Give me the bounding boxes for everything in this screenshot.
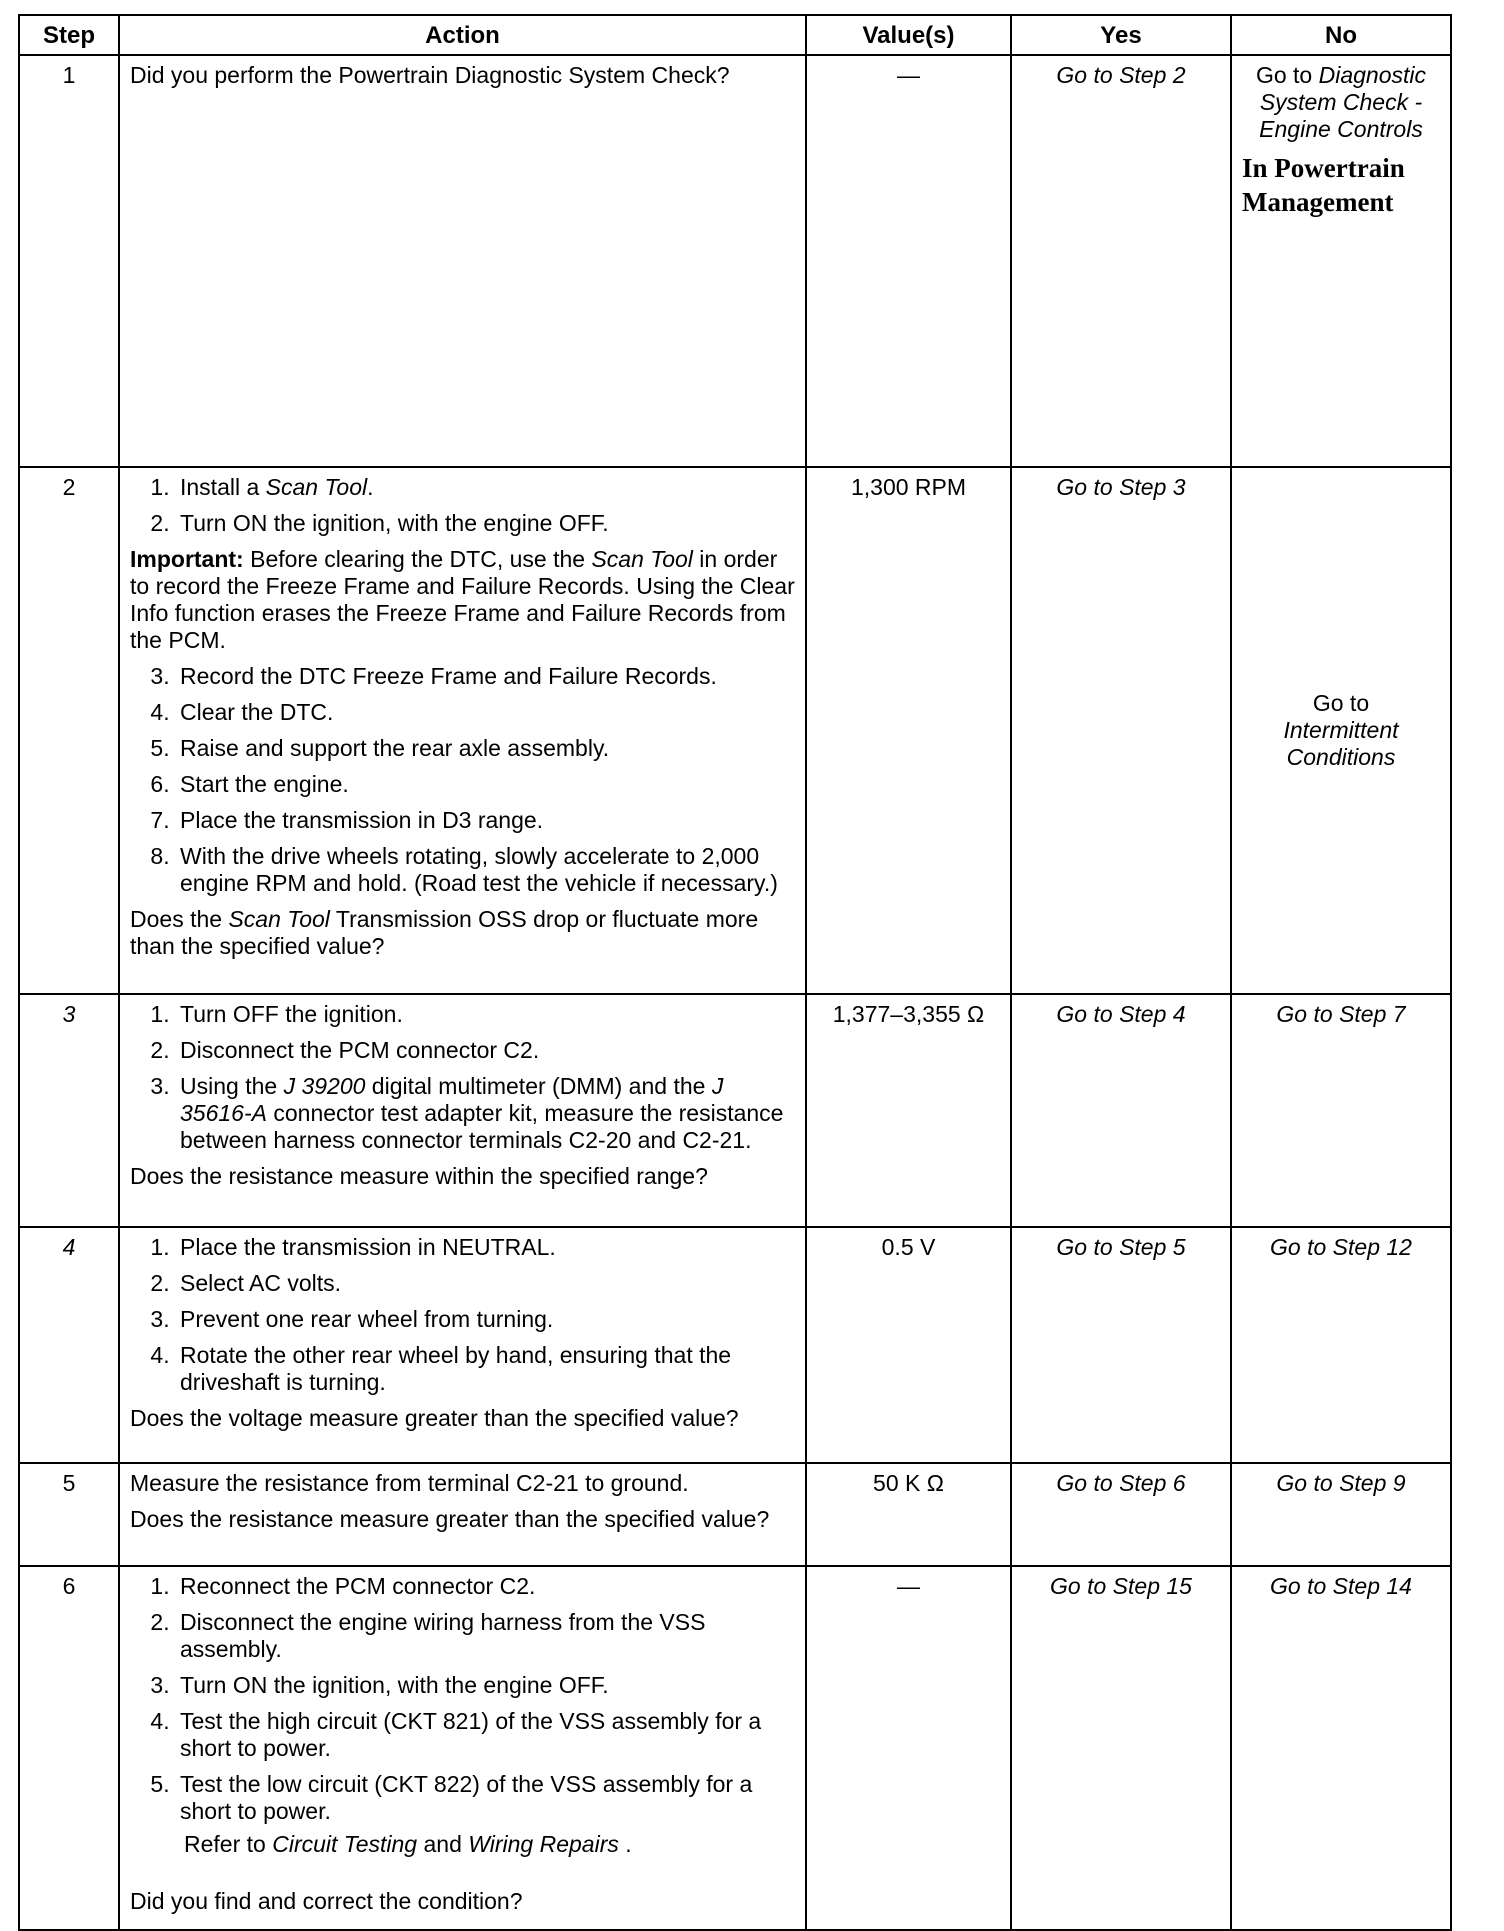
yes-cell bbox=[1011, 1463, 1231, 1566]
no-target: Diagnostic System Check - Engine Controls bbox=[1259, 62, 1427, 142]
action-cell bbox=[119, 1566, 806, 1930]
yes-cell bbox=[1011, 1566, 1231, 1930]
yes-cell bbox=[1011, 467, 1231, 994]
list-item: 3. Using the J 39200 digital multimeter (DMM) and the J 35616-A connector test adapter kit, measure the resistance between harness connector terminals C2-20 and C2-21. bbox=[176, 1073, 795, 1154]
action-cell bbox=[119, 1463, 806, 1566]
step-number: 5 bbox=[19, 1463, 119, 1566]
list-item: 8. With the drive wheels rotating, slowly accelerate to 2,000 engine RPM and hold. (Road test the vehicle if necessary.) bbox=[176, 843, 795, 897]
step-number: 2 bbox=[19, 467, 119, 994]
no-cell bbox=[1231, 1463, 1451, 1566]
list-item: 1. Reconnect the PCM connector C2. bbox=[176, 1573, 795, 1600]
question-text: Does the resistance measure greater than the specified value? bbox=[130, 1506, 770, 1532]
handwritten-note: In Powertrain Management bbox=[1242, 153, 1405, 217]
no-link[interactable] bbox=[1256, 62, 1426, 142]
value-cell: — bbox=[806, 55, 1011, 467]
no-cell bbox=[1231, 994, 1451, 1227]
list-item: 2. Disconnect the engine wiring harness from the VSS assembly. bbox=[176, 1609, 795, 1663]
value-cell: — bbox=[806, 1566, 1011, 1930]
action-list bbox=[130, 1234, 795, 1396]
no-link[interactable] bbox=[1283, 690, 1398, 770]
action-list bbox=[130, 1573, 795, 1858]
yes-link[interactable]: Go to Step 6 bbox=[1056, 1470, 1186, 1496]
list-item: 6. Start the engine. bbox=[176, 771, 795, 798]
table-row-step-3 bbox=[19, 994, 1451, 1227]
no-target: Intermittent Conditions bbox=[1283, 717, 1399, 770]
refer-text: Refer to Circuit Testing and Wiring Repairs . bbox=[184, 1831, 632, 1857]
no-prefix: Go to bbox=[1255, 62, 1319, 88]
value-cell: 1,300 RPM bbox=[806, 467, 1011, 994]
no-link[interactable]: Go to Step 12 bbox=[1270, 1234, 1412, 1260]
header-action: Action bbox=[119, 15, 806, 55]
list-item: 4. Clear the DTC. bbox=[176, 699, 795, 726]
no-cell bbox=[1231, 1227, 1451, 1463]
table-row-step-4 bbox=[19, 1227, 1451, 1463]
yes-cell bbox=[1011, 55, 1231, 467]
yes-link[interactable]: Go to Step 3 bbox=[1056, 474, 1186, 500]
list-item: 2. Disconnect the PCM connector C2. bbox=[176, 1037, 795, 1064]
action-text: Measure the resistance from terminal C2-21 to ground. bbox=[130, 1470, 689, 1496]
header-values: Value(s) bbox=[806, 15, 1011, 55]
action-list bbox=[130, 663, 795, 897]
circuit-testing-link[interactable]: Circuit Testing bbox=[272, 1831, 418, 1857]
table-row-step-6 bbox=[19, 1566, 1451, 1930]
question-text: Did you find and correct the condition? bbox=[130, 1888, 523, 1914]
diagnostic-table bbox=[18, 14, 1452, 1931]
question-text: Does the resistance measure within the specified range? bbox=[130, 1163, 708, 1189]
action-cell bbox=[119, 994, 806, 1227]
list-item: 1. Place the transmission in NEUTRAL. bbox=[176, 1234, 795, 1261]
list-item: 3. Turn ON the ignition, with the engine OFF. bbox=[176, 1672, 795, 1699]
table-row-step-1 bbox=[19, 55, 1451, 467]
value-cell: 50 K Ω bbox=[806, 1463, 1011, 1566]
value-cell: 0.5 V bbox=[806, 1227, 1011, 1463]
header-no: No bbox=[1231, 15, 1451, 55]
question-text: Did you perform the Powertrain Diagnostic System Check? bbox=[130, 62, 730, 88]
no-prefix: Go to bbox=[1312, 690, 1370, 716]
yes-cell bbox=[1011, 994, 1231, 1227]
table-row-step-5 bbox=[19, 1463, 1451, 1566]
action-cell bbox=[119, 55, 806, 467]
no-link[interactable]: Go to Step 14 bbox=[1270, 1573, 1412, 1599]
value-cell: 1,377–3,355 Ω bbox=[806, 994, 1011, 1227]
step-number: 6 bbox=[19, 1566, 119, 1930]
list-item: 3. Record the DTC Freeze Frame and Failure Records. bbox=[176, 663, 795, 690]
list-item: 4. Test the high circuit (CKT 821) of the VSS assembly for a short to power. bbox=[176, 1708, 795, 1762]
header-step: Step bbox=[19, 15, 119, 55]
no-cell bbox=[1231, 55, 1451, 467]
action-list bbox=[130, 1001, 795, 1154]
no-cell bbox=[1231, 467, 1451, 994]
no-link[interactable]: Go to Step 9 bbox=[1276, 1470, 1406, 1496]
wiring-repairs-link[interactable]: Wiring Repairs bbox=[468, 1831, 619, 1857]
yes-link[interactable]: Go to Step 5 bbox=[1056, 1234, 1186, 1260]
yes-link[interactable]: Go to Step 15 bbox=[1050, 1573, 1192, 1599]
step-number: 4 bbox=[19, 1227, 119, 1463]
action-cell bbox=[119, 1227, 806, 1463]
yes-link[interactable]: Go to Step 2 bbox=[1056, 62, 1186, 88]
list-item: 4. Rotate the other rear wheel by hand, ensuring that the driveshaft is turning. bbox=[176, 1342, 795, 1396]
yes-cell bbox=[1011, 1227, 1231, 1463]
question-text: Does the Scan Tool Transmission OSS drop or fluctuate more than the specified value? bbox=[130, 906, 759, 959]
step-number: 3 bbox=[19, 994, 119, 1227]
list-item: 1. Turn OFF the ignition. bbox=[176, 1001, 795, 1028]
table-row-step-2 bbox=[19, 467, 1451, 994]
no-cell bbox=[1231, 1566, 1451, 1930]
list-item: 5. Raise and support the rear axle assembly. bbox=[176, 735, 795, 762]
question-text: Does the voltage measure greater than the specified value? bbox=[130, 1405, 739, 1431]
list-item: 7. Place the transmission in D3 range. bbox=[176, 807, 795, 834]
list-item: 1. Install a Scan Tool. bbox=[176, 474, 795, 501]
step-number: 1 bbox=[19, 55, 119, 467]
header-yes: Yes bbox=[1011, 15, 1231, 55]
list-item: 2. Turn ON the ignition, with the engine OFF. bbox=[176, 510, 795, 537]
action-list bbox=[130, 474, 795, 537]
list-item: 5. Test the low circuit (CKT 822) of the VSS assembly for a short to power. Refer to Circuit Testing and Wiring Repairs . bbox=[176, 1771, 795, 1858]
no-link[interactable]: Go to Step 7 bbox=[1276, 1001, 1406, 1027]
header-row bbox=[19, 15, 1451, 55]
yes-link[interactable]: Go to Step 4 bbox=[1056, 1001, 1186, 1027]
list-item: 2. Select AC volts. bbox=[176, 1270, 795, 1297]
important-note: Important: Before clearing the DTC, use the Scan Tool in order to record the Freeze Frame and Failure Records. Using the Clear Info function erases the Freeze Frame and Failure Records from the PCM. bbox=[130, 546, 795, 653]
action-cell bbox=[119, 467, 806, 994]
list-item: 3. Prevent one rear wheel from turning. bbox=[176, 1306, 795, 1333]
